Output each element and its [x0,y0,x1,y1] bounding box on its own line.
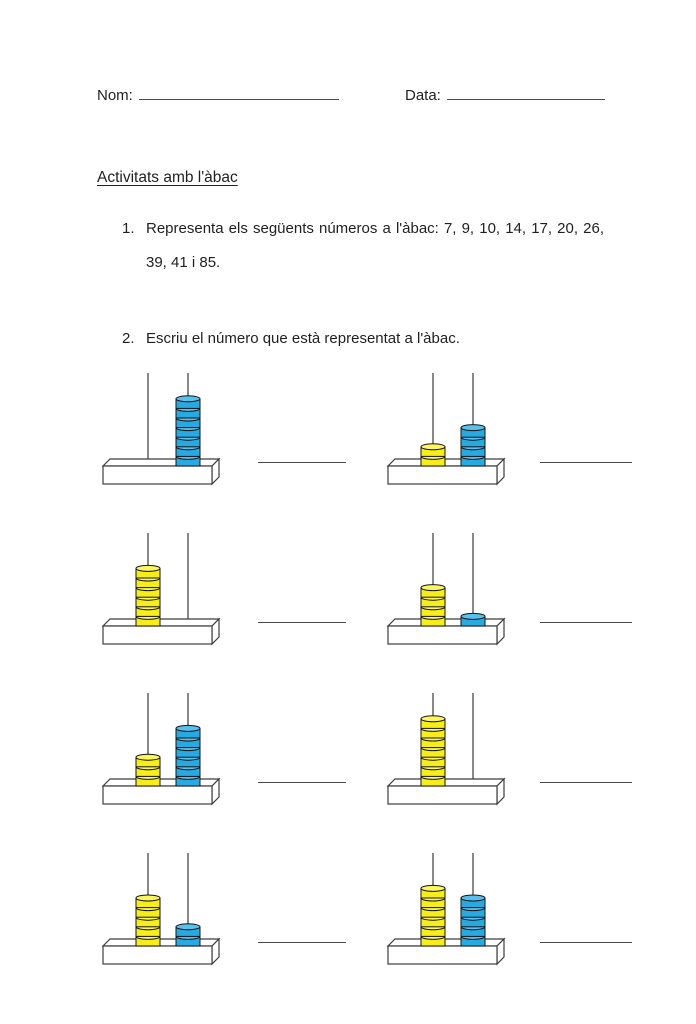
exercise-1-text: Representa els següents números a l'àbac: 7, 9, 10, 14, 17, 20, 26, 39, 41 i 85. [146,220,604,271]
abacus-figure [383,530,511,648]
name-blank-line[interactable] [139,86,339,100]
page-title: Activitats amb l'àbac [97,169,238,186]
answer-blank[interactable] [258,622,346,623]
answer-blank[interactable] [540,462,632,463]
answer-blank[interactable] [540,622,632,623]
answer-blank[interactable] [540,782,632,783]
answer-blank[interactable] [258,462,346,463]
exercise-2-text: Escriu el número que està representat a l'àbac. [146,330,460,347]
name-field-group [97,86,339,104]
abacus-figure [383,690,511,808]
abacus-figure [383,370,511,488]
answer-blank[interactable] [540,942,632,943]
date-field-group [405,86,605,104]
abacus-figure [98,370,226,488]
exercise-1 [122,212,604,280]
answer-blank[interactable] [258,782,346,783]
abacus-figure [383,850,511,968]
exercise-1-number: 1. [122,220,135,237]
name-label: Nom: [97,87,133,104]
abacus-figure [98,530,226,648]
answer-blank[interactable] [258,942,346,943]
date-blank-line[interactable] [447,86,605,100]
abacus-figure [98,690,226,808]
abacus-figure [98,850,226,968]
exercise-2 [122,322,604,356]
exercise-2-number: 2. [122,330,135,347]
date-label: Data: [405,87,441,104]
